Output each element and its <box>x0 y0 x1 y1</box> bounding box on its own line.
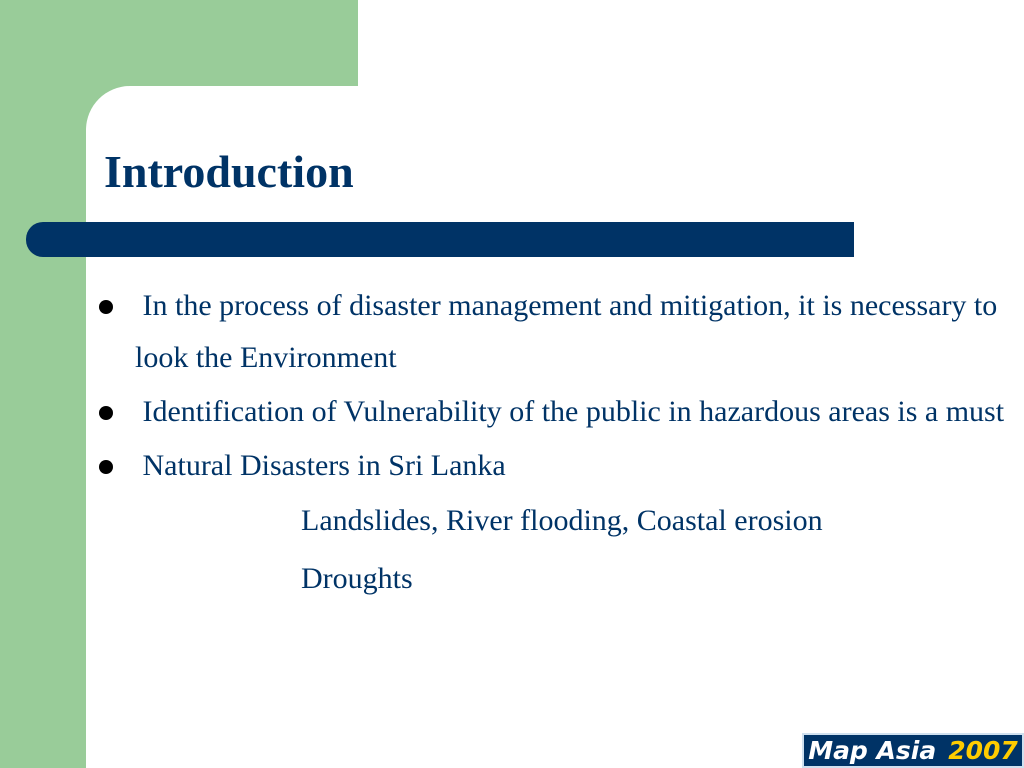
bullet-dot-icon <box>99 300 113 314</box>
bullet-text: Identification of Vulnerability of the public in hazardous areas is a must <box>142 395 1005 428</box>
slide-title: Introduction <box>104 146 354 197</box>
bullet-item <box>96 386 1016 438</box>
bullet-list <box>96 280 1016 610</box>
bullet-item <box>96 280 1016 384</box>
bullet-item <box>96 440 1016 608</box>
map-asia-logo <box>802 733 1024 768</box>
disaster-types-line: Landslides, River flooding, Coastal erosion <box>301 504 823 537</box>
bullet-text: In the process of disaster management and mitigation, it is necessary to look the Environment <box>135 289 998 374</box>
bullet-dot-icon <box>99 406 113 420</box>
bullet-dot-icon <box>99 460 113 474</box>
bullet-text: Natural Disasters in Sri Lanka <box>142 449 506 482</box>
logo-name: Map Asia <box>808 736 937 765</box>
disaster-types-line: Droughts <box>301 562 413 595</box>
logo-year: 2007 <box>948 736 1018 765</box>
title-underline-bar <box>26 222 854 257</box>
